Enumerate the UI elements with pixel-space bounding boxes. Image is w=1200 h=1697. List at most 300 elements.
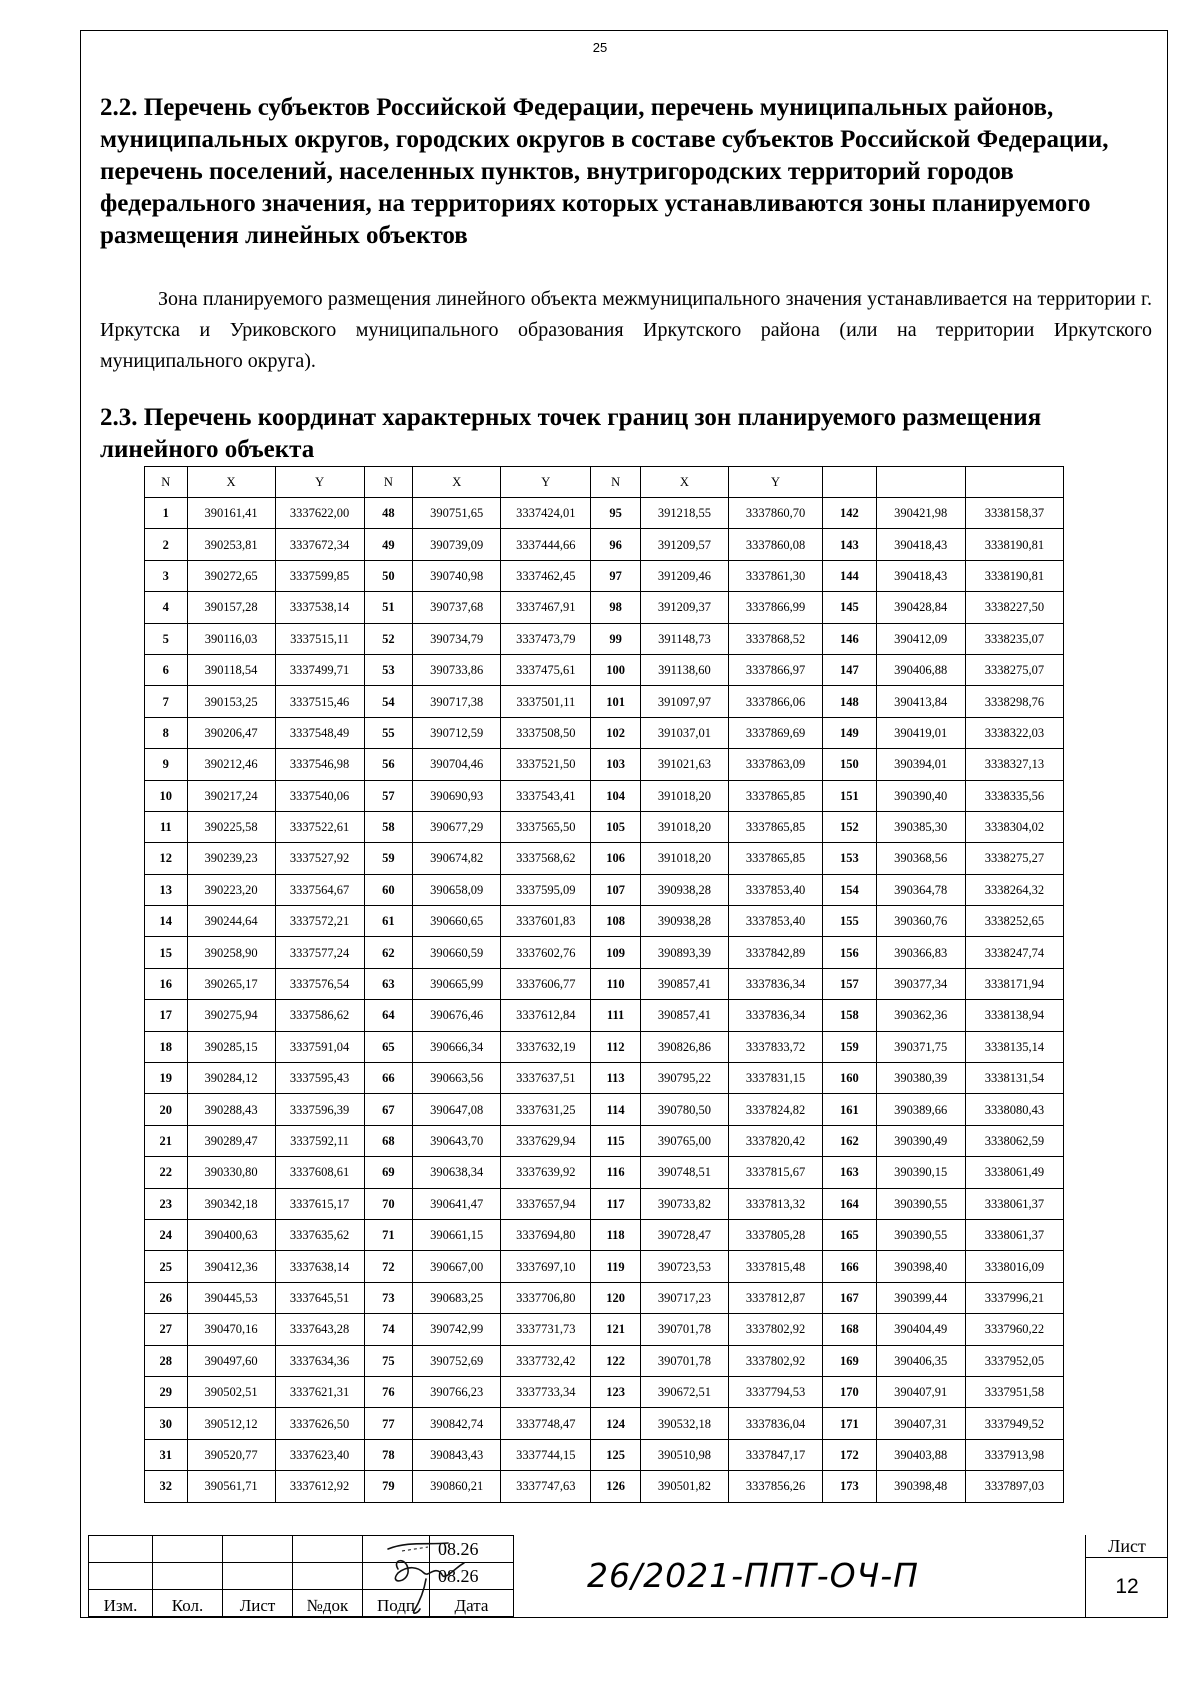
point-number-cell: 161	[823, 1094, 877, 1125]
x-coordinate-cell: 390206,47	[187, 717, 275, 748]
point-number-cell: 78	[364, 1439, 413, 1470]
x-coordinate-cell: 391218,55	[640, 498, 728, 529]
point-number-cell: 70	[364, 1188, 413, 1219]
x-coordinate-cell: 390857,41	[640, 968, 728, 999]
x-coordinate-cell: 390766,23	[413, 1376, 501, 1407]
x-coordinate-cell: 390407,31	[876, 1408, 965, 1439]
section-2-2-text: Зона планируемого размещения линейного объекта межмуниципального значения устанавливается на территории г. Иркутска и Уриковского муниципального образования Иркутского района (или на территории Иркутского муниципального округа).	[100, 288, 1152, 372]
x-coordinate-cell: 390842,74	[413, 1408, 501, 1439]
table-row	[145, 937, 1064, 968]
y-coordinate-cell: 3337697,10	[501, 1251, 591, 1282]
x-coordinate-cell: 390403,88	[876, 1439, 965, 1470]
point-number-cell: 27	[145, 1314, 188, 1345]
x-coordinate-cell: 390683,25	[413, 1282, 501, 1313]
table-row	[145, 498, 1064, 529]
x-coordinate-cell: 390258,90	[187, 937, 275, 968]
y-coordinate-cell: 3337612,92	[275, 1471, 364, 1502]
point-number-cell: 24	[145, 1219, 188, 1250]
point-number-cell: 68	[364, 1125, 413, 1156]
x-coordinate-cell: 390660,59	[413, 937, 501, 968]
y-coordinate-cell: 3337836,34	[728, 1000, 822, 1031]
table-header-cell: X	[640, 467, 728, 498]
point-number-cell: 74	[364, 1314, 413, 1345]
x-coordinate-cell: 390406,88	[876, 654, 965, 685]
y-coordinate-cell: 3337515,46	[275, 686, 364, 717]
table-row	[145, 592, 1064, 623]
stamp-cell	[293, 1536, 363, 1563]
x-coordinate-cell: 390497,60	[187, 1345, 275, 1376]
point-number-cell: 53	[364, 654, 413, 685]
y-coordinate-cell: 3337815,67	[728, 1157, 822, 1188]
table-header-cell	[876, 467, 965, 498]
y-coordinate-cell: 3337515,11	[275, 623, 364, 654]
x-coordinate-cell: 390253,81	[187, 529, 275, 560]
point-number-cell: 96	[591, 529, 641, 560]
x-coordinate-cell: 390272,65	[187, 560, 275, 591]
point-number-cell: 30	[145, 1408, 188, 1439]
y-coordinate-cell: 3337815,48	[728, 1251, 822, 1282]
y-coordinate-cell: 3338138,94	[965, 1000, 1063, 1031]
point-number-cell: 17	[145, 1000, 188, 1031]
y-coordinate-cell: 3338131,54	[965, 1063, 1063, 1094]
point-number-cell: 5	[145, 623, 188, 654]
point-number-cell: 98	[591, 592, 641, 623]
y-coordinate-cell: 3337833,72	[728, 1031, 822, 1062]
x-coordinate-cell: 390643,70	[413, 1125, 501, 1156]
point-number-cell: 4	[145, 592, 188, 623]
x-coordinate-cell: 390412,36	[187, 1251, 275, 1282]
x-coordinate-cell: 390661,15	[413, 1219, 501, 1250]
y-coordinate-cell: 3337631,25	[501, 1094, 591, 1125]
table-header-cell	[823, 467, 877, 498]
point-number-cell: 15	[145, 937, 188, 968]
sheet-number: 12	[1115, 1575, 1139, 1598]
table-row	[145, 906, 1064, 937]
x-coordinate-cell: 390795,22	[640, 1063, 728, 1094]
point-number-cell: 104	[591, 780, 641, 811]
x-coordinate-cell: 391037,01	[640, 717, 728, 748]
stamp-label-data: Дата	[430, 1590, 514, 1617]
y-coordinate-cell: 3337467,91	[501, 592, 591, 623]
y-coordinate-cell: 3337733,34	[501, 1376, 591, 1407]
point-number-cell: 29	[145, 1376, 188, 1407]
point-number-cell: 3	[145, 560, 188, 591]
sheet-label: Лист	[1086, 1535, 1168, 1558]
x-coordinate-cell: 390676,46	[413, 1000, 501, 1031]
y-coordinate-cell: 3337732,42	[501, 1345, 591, 1376]
y-coordinate-cell: 3338135,14	[965, 1031, 1063, 1062]
point-number-cell: 16	[145, 968, 188, 999]
y-coordinate-cell: 3337522,61	[275, 811, 364, 842]
y-coordinate-cell: 3337596,39	[275, 1094, 364, 1125]
x-coordinate-cell: 390893,39	[640, 937, 728, 968]
y-coordinate-cell: 3338247,74	[965, 937, 1063, 968]
point-number-cell: 95	[591, 498, 641, 529]
stamp-cell	[223, 1563, 293, 1590]
y-coordinate-cell: 3337865,85	[728, 843, 822, 874]
x-coordinate-cell: 390275,94	[187, 1000, 275, 1031]
point-number-cell: 60	[364, 874, 413, 905]
x-coordinate-cell: 390860,21	[413, 1471, 501, 1502]
table-row	[145, 529, 1064, 560]
stamp-cell	[363, 1536, 430, 1563]
x-coordinate-cell: 390244,64	[187, 906, 275, 937]
x-coordinate-cell: 390377,34	[876, 968, 965, 999]
y-coordinate-cell: 3337868,52	[728, 623, 822, 654]
x-coordinate-cell: 390153,25	[187, 686, 275, 717]
point-number-cell: 164	[823, 1188, 877, 1219]
y-coordinate-cell: 3337543,41	[501, 780, 591, 811]
x-coordinate-cell: 390380,39	[876, 1063, 965, 1094]
stamp-date-1: 08.26	[430, 1536, 514, 1563]
point-number-cell: 10	[145, 780, 188, 811]
y-coordinate-cell: 3337747,63	[501, 1471, 591, 1502]
point-number-cell: 163	[823, 1157, 877, 1188]
stamp-label-kol: Кол.	[153, 1590, 223, 1617]
point-number-cell: 109	[591, 937, 641, 968]
y-coordinate-cell: 3337731,73	[501, 1314, 591, 1345]
x-coordinate-cell: 390330,80	[187, 1157, 275, 1188]
table-row	[145, 686, 1064, 717]
table-row	[145, 1408, 1064, 1439]
table-header-cell: N	[364, 467, 413, 498]
point-number-cell: 154	[823, 874, 877, 905]
point-number-cell: 101	[591, 686, 641, 717]
point-number-cell: 32	[145, 1471, 188, 1502]
x-coordinate-cell: 390364,78	[876, 874, 965, 905]
x-coordinate-cell: 390157,28	[187, 592, 275, 623]
y-coordinate-cell: 3337606,77	[501, 968, 591, 999]
y-coordinate-cell: 3337866,06	[728, 686, 822, 717]
point-number-cell: 25	[145, 1251, 188, 1282]
point-number-cell: 102	[591, 717, 641, 748]
y-coordinate-cell: 3337812,87	[728, 1282, 822, 1313]
table-header-cell	[965, 467, 1063, 498]
y-coordinate-cell: 3337527,92	[275, 843, 364, 874]
y-coordinate-cell: 3337672,34	[275, 529, 364, 560]
point-number-cell: 50	[364, 560, 413, 591]
stamp-cell	[363, 1563, 430, 1590]
y-coordinate-cell: 3337813,32	[728, 1188, 822, 1219]
point-number-cell: 111	[591, 1000, 641, 1031]
point-number-cell: 8	[145, 717, 188, 748]
x-coordinate-cell: 390728,47	[640, 1219, 728, 1250]
y-coordinate-cell: 3337645,51	[275, 1282, 364, 1313]
y-coordinate-cell: 3337866,97	[728, 654, 822, 685]
point-number-cell: 67	[364, 1094, 413, 1125]
point-number-cell: 158	[823, 1000, 877, 1031]
point-number-cell: 171	[823, 1408, 877, 1439]
point-number-cell: 121	[591, 1314, 641, 1345]
y-coordinate-cell: 3337622,00	[275, 498, 364, 529]
y-coordinate-cell: 3337744,15	[501, 1439, 591, 1470]
x-coordinate-cell: 390677,29	[413, 811, 501, 842]
x-coordinate-cell: 390385,30	[876, 811, 965, 842]
x-coordinate-cell: 390368,56	[876, 843, 965, 874]
table-header-cell: Y	[275, 467, 364, 498]
point-number-cell: 162	[823, 1125, 877, 1156]
table-row	[145, 1251, 1064, 1282]
table-row	[145, 1094, 1064, 1125]
y-coordinate-cell: 3337897,03	[965, 1471, 1063, 1502]
x-coordinate-cell: 390400,63	[187, 1219, 275, 1250]
point-number-cell: 59	[364, 843, 413, 874]
y-coordinate-cell: 3337820,42	[728, 1125, 822, 1156]
x-coordinate-cell: 390701,78	[640, 1314, 728, 1345]
table-row	[145, 654, 1064, 685]
point-number-cell: 22	[145, 1157, 188, 1188]
y-coordinate-cell: 3337856,26	[728, 1471, 822, 1502]
x-coordinate-cell: 390398,40	[876, 1251, 965, 1282]
point-number-cell: 117	[591, 1188, 641, 1219]
table-row	[145, 1314, 1064, 1345]
y-coordinate-cell: 3337602,76	[501, 937, 591, 968]
table-row	[145, 1063, 1064, 1094]
stamp-label-list: Лист	[223, 1590, 293, 1617]
y-coordinate-cell: 3338080,43	[965, 1094, 1063, 1125]
y-coordinate-cell: 3337831,15	[728, 1063, 822, 1094]
y-coordinate-cell: 3337853,40	[728, 874, 822, 905]
stamp-label-ndok: №док	[293, 1590, 363, 1617]
x-coordinate-cell: 390288,43	[187, 1094, 275, 1125]
x-coordinate-cell: 390667,00	[413, 1251, 501, 1282]
point-number-cell: 20	[145, 1094, 188, 1125]
y-coordinate-cell: 3337595,09	[501, 874, 591, 905]
x-coordinate-cell: 391097,97	[640, 686, 728, 717]
y-coordinate-cell: 3337706,80	[501, 1282, 591, 1313]
point-number-cell: 12	[145, 843, 188, 874]
point-number-cell: 149	[823, 717, 877, 748]
x-coordinate-cell: 391209,57	[640, 529, 728, 560]
y-coordinate-cell: 3338327,13	[965, 749, 1063, 780]
point-number-cell: 124	[591, 1408, 641, 1439]
x-coordinate-cell: 390723,53	[640, 1251, 728, 1282]
title-block-grid	[88, 1535, 514, 1617]
x-coordinate-cell: 390418,43	[876, 529, 965, 560]
point-number-cell: 76	[364, 1376, 413, 1407]
x-coordinate-cell: 390225,58	[187, 811, 275, 842]
x-coordinate-cell: 390740,98	[413, 560, 501, 591]
y-coordinate-cell: 3337608,61	[275, 1157, 364, 1188]
point-number-cell: 49	[364, 529, 413, 560]
y-coordinate-cell: 3338061,49	[965, 1157, 1063, 1188]
table-row	[145, 1219, 1064, 1250]
x-coordinate-cell: 390399,44	[876, 1282, 965, 1313]
x-coordinate-cell: 390701,78	[640, 1345, 728, 1376]
x-coordinate-cell: 390445,53	[187, 1282, 275, 1313]
point-number-cell: 156	[823, 937, 877, 968]
point-number-cell: 168	[823, 1314, 877, 1345]
point-number-cell: 54	[364, 686, 413, 717]
y-coordinate-cell: 3337639,92	[501, 1157, 591, 1188]
table-row	[145, 811, 1064, 842]
x-coordinate-cell: 390665,99	[413, 968, 501, 999]
y-coordinate-cell: 3337499,71	[275, 654, 364, 685]
point-number-cell: 173	[823, 1471, 877, 1502]
y-coordinate-cell: 3338252,65	[965, 906, 1063, 937]
stamp-label-izm: Изм.	[89, 1590, 153, 1617]
point-number-cell: 172	[823, 1439, 877, 1470]
y-coordinate-cell: 3337847,17	[728, 1439, 822, 1470]
x-coordinate-cell: 390938,28	[640, 906, 728, 937]
y-coordinate-cell: 3337949,52	[965, 1408, 1063, 1439]
x-coordinate-cell: 390717,23	[640, 1282, 728, 1313]
table-row	[145, 623, 1064, 654]
y-coordinate-cell: 3337635,62	[275, 1219, 364, 1250]
y-coordinate-cell: 3337548,49	[275, 717, 364, 748]
y-coordinate-cell: 3337568,62	[501, 843, 591, 874]
y-coordinate-cell: 3337595,43	[275, 1063, 364, 1094]
table-row	[145, 1000, 1064, 1031]
point-number-cell: 160	[823, 1063, 877, 1094]
point-number-cell: 153	[823, 843, 877, 874]
y-coordinate-cell: 3337462,45	[501, 560, 591, 591]
x-coordinate-cell: 391209,46	[640, 560, 728, 591]
x-coordinate-cell: 390362,36	[876, 1000, 965, 1031]
x-coordinate-cell: 390512,12	[187, 1408, 275, 1439]
stamp-cell	[153, 1563, 223, 1590]
table-row	[145, 1282, 1064, 1313]
y-coordinate-cell: 3337576,54	[275, 968, 364, 999]
point-number-cell: 58	[364, 811, 413, 842]
document-code: 26/2021-ППТ-ОЧ-П	[586, 1556, 919, 1595]
point-number-cell: 150	[823, 749, 877, 780]
stamp-date-2: 08.26	[430, 1563, 514, 1590]
x-coordinate-cell: 390398,48	[876, 1471, 965, 1502]
x-coordinate-cell: 390161,41	[187, 498, 275, 529]
x-coordinate-cell: 390371,75	[876, 1031, 965, 1062]
y-coordinate-cell: 3338061,37	[965, 1219, 1063, 1250]
x-coordinate-cell: 390780,50	[640, 1094, 728, 1125]
point-number-cell: 19	[145, 1063, 188, 1094]
y-coordinate-cell: 3338158,37	[965, 498, 1063, 529]
point-number-cell: 31	[145, 1439, 188, 1470]
x-coordinate-cell: 390413,84	[876, 686, 965, 717]
y-coordinate-cell: 3337802,92	[728, 1345, 822, 1376]
y-coordinate-cell: 3337565,50	[501, 811, 591, 842]
point-number-cell: 159	[823, 1031, 877, 1062]
x-coordinate-cell: 390223,20	[187, 874, 275, 905]
y-coordinate-cell: 3338190,81	[965, 529, 1063, 560]
point-number-cell: 48	[364, 498, 413, 529]
y-coordinate-cell: 3337508,50	[501, 717, 591, 748]
point-number-cell: 143	[823, 529, 877, 560]
x-coordinate-cell: 390284,12	[187, 1063, 275, 1094]
point-number-cell: 18	[145, 1031, 188, 1062]
y-coordinate-cell: 3337952,05	[965, 1345, 1063, 1376]
point-number-cell: 116	[591, 1157, 641, 1188]
table-header-cell: X	[187, 467, 275, 498]
y-coordinate-cell: 3337577,24	[275, 937, 364, 968]
page-number: 25	[592, 40, 608, 55]
point-number-cell: 142	[823, 498, 877, 529]
table-row	[145, 1345, 1064, 1376]
y-coordinate-cell: 3337860,70	[728, 498, 822, 529]
y-coordinate-cell: 3337863,09	[728, 749, 822, 780]
point-number-cell: 146	[823, 623, 877, 654]
x-coordinate-cell: 391018,20	[640, 811, 728, 842]
x-coordinate-cell: 390641,47	[413, 1188, 501, 1219]
x-coordinate-cell: 390561,71	[187, 1471, 275, 1502]
x-coordinate-cell: 390938,28	[640, 874, 728, 905]
y-coordinate-cell: 3337546,98	[275, 749, 364, 780]
sheet-box	[1085, 1535, 1168, 1617]
x-coordinate-cell: 390658,09	[413, 874, 501, 905]
y-coordinate-cell: 3337869,69	[728, 717, 822, 748]
point-number-cell: 105	[591, 811, 641, 842]
point-number-cell: 14	[145, 906, 188, 937]
point-number-cell: 170	[823, 1376, 877, 1407]
y-coordinate-cell: 3337626,50	[275, 1408, 364, 1439]
y-coordinate-cell: 3338016,09	[965, 1251, 1063, 1282]
point-number-cell: 123	[591, 1376, 641, 1407]
table-row	[145, 1157, 1064, 1188]
y-coordinate-cell: 3337629,94	[501, 1125, 591, 1156]
x-coordinate-cell: 390638,34	[413, 1157, 501, 1188]
x-coordinate-cell: 390742,99	[413, 1314, 501, 1345]
y-coordinate-cell: 3337861,30	[728, 560, 822, 591]
table-row	[145, 1188, 1064, 1219]
point-number-cell: 26	[145, 1282, 188, 1313]
y-coordinate-cell: 3337748,47	[501, 1408, 591, 1439]
x-coordinate-cell: 390404,49	[876, 1314, 965, 1345]
table-header-row	[145, 467, 1064, 498]
x-coordinate-cell: 391138,60	[640, 654, 728, 685]
x-coordinate-cell: 390470,16	[187, 1314, 275, 1345]
y-coordinate-cell: 3337612,84	[501, 1000, 591, 1031]
x-coordinate-cell: 390366,83	[876, 937, 965, 968]
x-coordinate-cell: 390704,46	[413, 749, 501, 780]
x-coordinate-cell: 390239,23	[187, 843, 275, 874]
point-number-cell: 106	[591, 843, 641, 874]
point-number-cell: 69	[364, 1157, 413, 1188]
x-coordinate-cell: 390390,40	[876, 780, 965, 811]
x-coordinate-cell: 390712,59	[413, 717, 501, 748]
y-coordinate-cell: 3337694,80	[501, 1219, 591, 1250]
y-coordinate-cell: 3338275,27	[965, 843, 1063, 874]
x-coordinate-cell: 390390,15	[876, 1157, 965, 1188]
y-coordinate-cell: 3337540,06	[275, 780, 364, 811]
table-header-cell: Y	[728, 467, 822, 498]
x-coordinate-cell: 390663,56	[413, 1063, 501, 1094]
y-coordinate-cell: 3337623,40	[275, 1439, 364, 1470]
y-coordinate-cell: 3337586,62	[275, 1000, 364, 1031]
y-coordinate-cell: 3337592,11	[275, 1125, 364, 1156]
point-number-cell: 147	[823, 654, 877, 685]
y-coordinate-cell: 3337824,82	[728, 1094, 822, 1125]
y-coordinate-cell: 3337424,01	[501, 498, 591, 529]
point-number-cell: 113	[591, 1063, 641, 1094]
point-number-cell: 73	[364, 1282, 413, 1313]
y-coordinate-cell: 3337621,31	[275, 1376, 364, 1407]
x-coordinate-cell: 390857,41	[640, 1000, 728, 1031]
y-coordinate-cell: 3337615,17	[275, 1188, 364, 1219]
point-number-cell: 62	[364, 937, 413, 968]
table-header-cell: X	[413, 467, 501, 498]
x-coordinate-cell: 390717,38	[413, 686, 501, 717]
x-coordinate-cell: 390751,65	[413, 498, 501, 529]
point-number-cell: 167	[823, 1282, 877, 1313]
y-coordinate-cell: 3337865,85	[728, 780, 822, 811]
point-number-cell: 99	[591, 623, 641, 654]
y-coordinate-cell: 3338061,37	[965, 1188, 1063, 1219]
x-coordinate-cell: 390502,51	[187, 1376, 275, 1407]
table-row	[145, 968, 1064, 999]
y-coordinate-cell: 3337643,28	[275, 1314, 364, 1345]
point-number-cell: 144	[823, 560, 877, 591]
point-number-cell: 152	[823, 811, 877, 842]
x-coordinate-cell: 390666,34	[413, 1031, 501, 1062]
